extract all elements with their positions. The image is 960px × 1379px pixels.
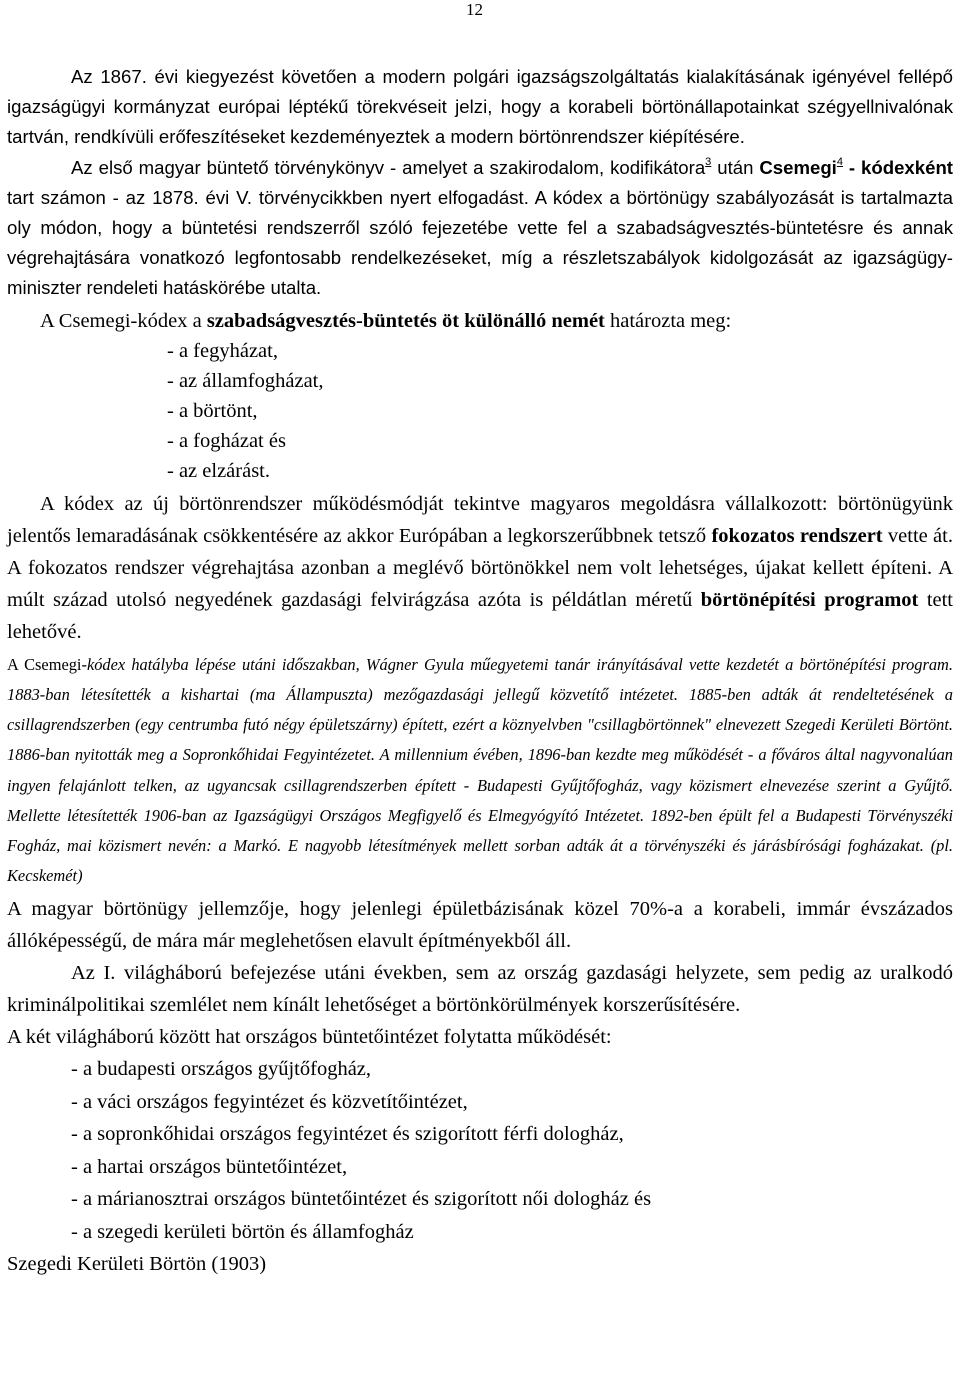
intro-paragraph-1: Az 1867. évi kiegyezést követően a modern polgári igazságszolgáltatás kialakításának igényével fellépő igazságügyi kormányzat európai léptékű törekvéseit jelzi, hogy a korabeli börtönállapotainkat szégyellnivalónak tartván, rendkívüli erőfeszítéseket kezdeményeztek a modern börtönrendszer kiépítésére. [7, 66, 953, 148]
list-item: - a börtönt, [167, 399, 258, 422]
text-span: kódex hatályba lépése utáni időszakban, Wágner Gyula műegyetemi tanár irányításával vette kezdetét a börtönépítési program. 1883-ban létesítették a kishartai (ma Állampuszta) mezőgazdasági jellegű közvetítő intézetet. 1885-ben adták át rendeltetésének a csillagrendszerben (egy centrumba futó négy épületszárny) épített, ezért a köznyelvben "csillagbörtönnek" elnevezett Szegedi Kerületi Börtönt. 1886-ban nyitották meg a Sopronkőhidai Fegyintézetet. A millennium évében, 1896-ban kezdte meg működését - a főváros által nagyvonalúan ingyen felajánlott telken, az ugyancsak csillagrendszerben épített - Budapesti Gyűjtőfogház, vagy közismert elnevezése szerint a Gyűjtő. Mellette létesítették 1906-ban az Igazságügyi Országos Megfigyelő és Elmegyógyító Intézetet. 1892-ben épült fel a Budapesti Törvényszéki Fogház, mai közismert nevén: a Markó. E nagyobb létesítmények mellett sorban adták át a törvényszéki és járásbírósági fogházakat. (pl. Kecskemét) [7, 654, 953, 886]
page-number: 12 [466, 0, 483, 19]
document-body [7, 62, 953, 1280]
list-item: - a fogházat és [167, 429, 286, 452]
bold-fokozatos: fokozatos rendszert [711, 524, 883, 547]
text-span: A kódex az új börtönrendszer működésmódját tekintve magyaros megoldásra vállalkozott: börtönügyünk jelentős lemaradásának csökkentésére az akkor Európában a legkorszerűbbnek tetsző [7, 492, 953, 547]
closing-paragraph-2: Az I. világháború befejezése utáni években, sem az ország gazdasági helyzete, sem pedig az uralkodó kriminálpolitikai szemlélet nem kínált lehetőséget a börtönkörülmények korszerűsítésére. [7, 962, 953, 1017]
bold-five-types: szabadságvesztés-büntetés öt különálló nemét [206, 309, 605, 332]
text-span: után [711, 156, 760, 178]
list-item: - a szegedi kerületi börtön és államfogház [71, 1220, 414, 1243]
list-item: - a fegyházat, [167, 339, 278, 362]
list-item: - az államfogházat, [167, 369, 324, 392]
types-list [7, 336, 953, 486]
institutions-list [7, 1053, 953, 1248]
text-span: A Csemegi- [7, 654, 87, 674]
text-span: határozta meg: [604, 309, 732, 332]
bold-program: börtönépítési programot [700, 588, 919, 611]
text-span: Az első magyar büntető törvénykönyv - amelyet a szakirodalom, kodifikátora [71, 156, 706, 178]
types-lead [7, 306, 953, 336]
bold-kodexkent: - kódexként [842, 156, 953, 178]
footnote-ref-3[interactable]: 3 [705, 155, 712, 168]
text-span: tart számon - az 1878. évi V. törvénycikkben nyert elfogadást. A kódex a börtönügy szabályozását is tartalmazta oly módon, hogy a büntetési rendszerről szóló fejezetébe vette fel a szabadságvesztés-büntetésre és annak végrehajtására vonatkozó legfontosabb rendelkezéseket, míg a részletszabályok kidolgozását az igazságügy-miniszter rendeleti hatáskörébe utalta. [7, 186, 953, 299]
list-item: - a márianosztrai országos büntetőintézet és szigorított női dologház és [71, 1188, 652, 1211]
text-span: tett lehetővé. [7, 588, 953, 643]
list-item: - a hartai országos büntetőintézet, [71, 1155, 348, 1178]
intro-paragraph-2 [7, 153, 953, 304]
history-paragraph [7, 650, 953, 892]
closing-paragraph-1: A magyar börtönügy jellemzője, hogy jelenlegi épületbázisának közel 70%-a a korabeli, immár évszázados állóképességű, de mára már meglehetősen elavult építményekből áll. [7, 898, 953, 953]
closing-paragraph-3: A két világháború között hat országos büntetőintézet folytatta működését: [7, 1026, 612, 1049]
text-span: vette át. A fokozatos rendszer végrehajtása azonban a meglévő börtönökkel nem volt lehetséges, újakat kellett építeni. A múlt század utolsó negyedének gazdasági felvirágzása azóta is példátlan méretű [7, 524, 953, 611]
list-item: - a váci országos fegyintézet és közvetítőintézet, [71, 1090, 468, 1113]
text-span: A Csemegi-kódex a [40, 309, 207, 332]
system-paragraph [7, 488, 953, 648]
list-item: - a budapesti országos gyűjtőfogház, [71, 1058, 372, 1081]
figure-caption: Szegedi Kerületi Börtön (1903) [7, 1253, 267, 1276]
bold-csemegi: Csemegi [759, 156, 837, 178]
list-item: - az elzárást. [167, 459, 270, 482]
footnote-ref-4[interactable]: 4 [836, 155, 843, 168]
list-item: - a sopronkőhidai országos fegyintézet és szigorított férfi dologház, [71, 1123, 624, 1146]
